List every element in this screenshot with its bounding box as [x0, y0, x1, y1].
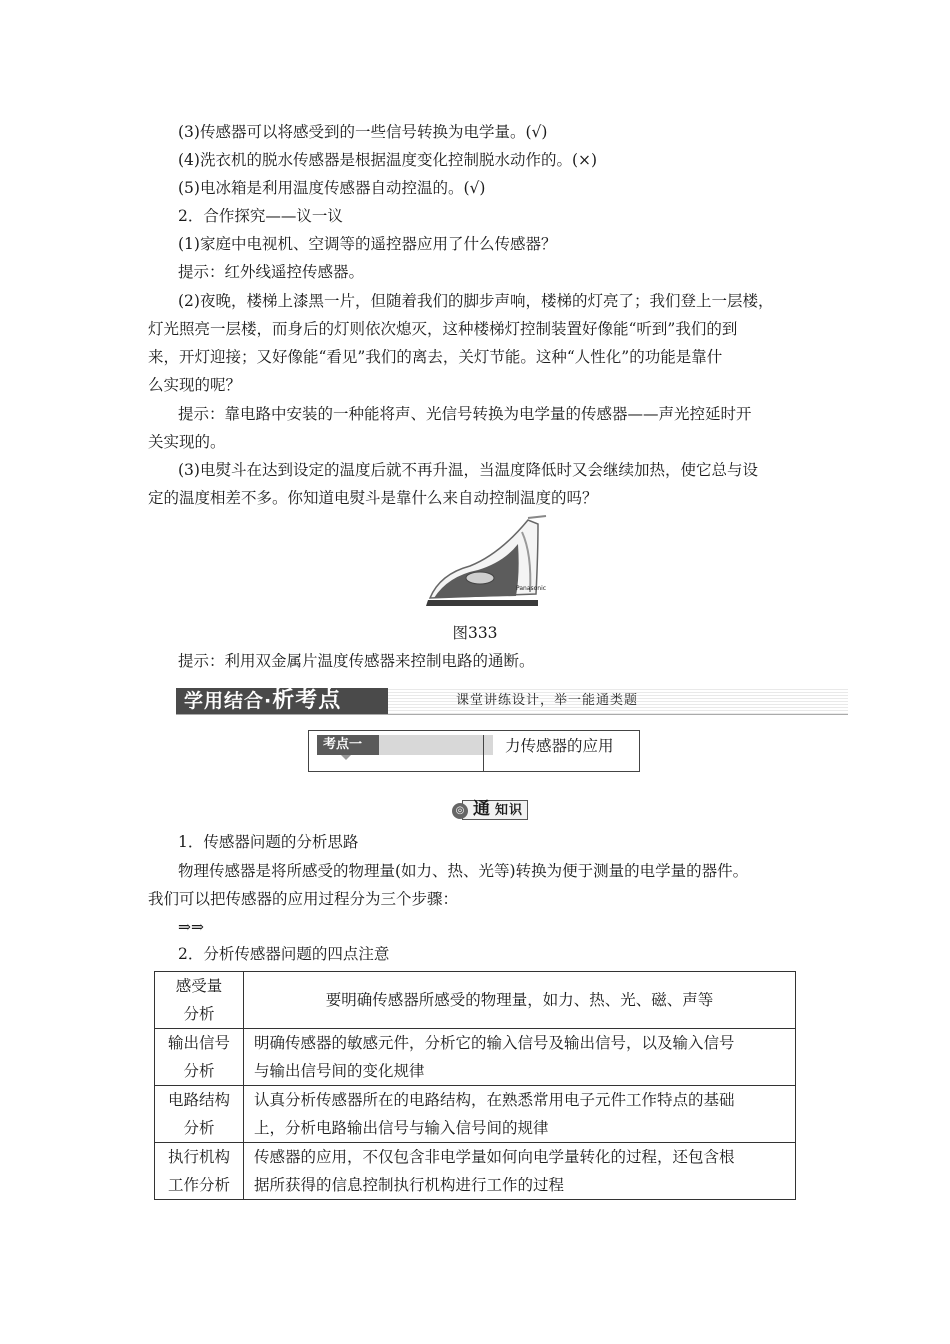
knowledge-heading-1: 1．传感器问题的分析思路 — [178, 833, 359, 851]
table-row-body — [244, 972, 796, 1029]
table-row-body — [244, 1086, 796, 1143]
hint-2-line-1: 提示：靠电路中安装的一种能将声、光信号转换为电学量的传感器——声光控延时开 — [178, 405, 752, 423]
row-head-line: 输出信号 — [167, 1034, 230, 1052]
row-head-line: 执行机构 — [167, 1148, 230, 1166]
notes-table — [154, 971, 796, 1200]
tag-pointer-icon — [341, 755, 351, 760]
row-body-line: 明确传感器的敏感元件，分析它的输入信号及输出信号，以及输入信号 — [254, 1034, 735, 1052]
table-row — [155, 1086, 796, 1143]
question-2-line-4: 么实现的呢？ — [148, 376, 242, 394]
iron-image — [420, 514, 550, 614]
table-row-head — [155, 1143, 244, 1200]
banner-subtitle: 课堂讲练设计，举一能通类题 — [456, 693, 639, 708]
question-2-line-2: 灯光照亮一层楼，而身后的灯则依次熄灭，这种楼梯灯控制装置好像能“听到”我们的到 — [148, 320, 738, 338]
knowledge-badge — [452, 800, 530, 822]
answer-line-5: (5)电冰箱是利用温度传感器自动控温的。(√) — [178, 179, 486, 197]
table-row-head — [155, 1029, 244, 1086]
exam-point-box — [308, 730, 640, 772]
exam-point-title: 力传感器的应用 — [505, 737, 614, 755]
section-heading: 2．合作探究——议一议 — [178, 207, 343, 225]
table-row-body — [244, 1029, 796, 1086]
exam-point-divider — [483, 735, 484, 771]
banner-title-a: 学用结合· — [184, 690, 273, 712]
knowledge-badge-frame — [462, 800, 528, 820]
row-head-line: 感受量 — [175, 977, 223, 995]
knowledge-badge-small: 知识 — [495, 803, 524, 818]
figure-caption: 图333 — [452, 624, 498, 642]
table-row-body — [244, 1143, 796, 1200]
table-row-head — [155, 1086, 244, 1143]
row-head-line: 分析 — [183, 1062, 215, 1080]
hint-3: 提示：利用双金属片温度传感器来控制电路的通断。 — [178, 652, 535, 670]
hint-2-line-2: 关实现的。 — [148, 433, 226, 451]
exam-point-tag: 考点一 — [317, 735, 493, 755]
row-head-line: 工作分析 — [167, 1176, 230, 1194]
iron-figure — [420, 514, 550, 614]
knowledge-para-line-2: 我们可以把传感器的应用过程分为三个步骤： — [148, 890, 459, 908]
badge-dot-icon: ◎ — [452, 803, 468, 819]
banner-title-b: 析考点 — [272, 688, 342, 713]
question-3-line-2: 定的温度相差不多。你知道电熨斗是靠什么来自动控制温度的吗？ — [148, 489, 598, 507]
table-row-head — [155, 972, 244, 1029]
row-body-line: 与输出信号间的变化规律 — [254, 1062, 425, 1080]
question-1: (1)家庭中电视机、空调等的遥控器应用了什么传感器？ — [178, 235, 557, 253]
question-3-line-1: (3)电熨斗在达到设定的温度后就不再升温，当温度降低时又会继续加热，使它总与设 — [178, 461, 758, 479]
row-body-line: 传感器的应用，不仅包含非电学量如何向电学量转化的过程，还包含根 — [254, 1148, 735, 1166]
row-head-line: 分析 — [183, 1119, 215, 1137]
question-2-line-1: (2)夜晚，楼梯上漆黑一片，但随着我们的脚步声响，楼梯的灯亮了；我们登上一层楼， — [178, 292, 774, 310]
row-head-line: 分析 — [183, 1005, 215, 1023]
knowledge-heading-2: 2．分析传感器问题的四点注意 — [178, 945, 390, 963]
answer-line-4: (4)洗衣机的脱水传感器是根据温度变化控制脱水动作的。(×) — [178, 151, 598, 169]
banner-title — [176, 688, 388, 714]
question-2-line-3: 来，开灯迎接；又好像能“看见”我们的离去，关灯节能。这种“人性化”的功能是靠什 — [148, 348, 723, 366]
section-banner — [176, 688, 848, 715]
table-row — [155, 1143, 796, 1200]
process-arrows: ⇒⇒ — [178, 918, 204, 936]
row-head-line: 电路结构 — [167, 1091, 230, 1109]
row-body-line: 上，分析电路输出信号与输入信号间的规律 — [254, 1119, 549, 1137]
knowledge-para-line-1: 物理传感器是将所感受的物理量(如力、热、光等)转换为便于测量的电学量的器件。 — [178, 862, 749, 880]
row-body-line: 据所获得的信息控制执行机构进行工作的过程 — [254, 1176, 565, 1194]
table-row — [155, 972, 796, 1029]
row-body-line: 认真分析传感器所在的电路结构，在熟悉常用电子元件工作特点的基础 — [254, 1091, 735, 1109]
knowledge-badge-big: 通 — [473, 799, 490, 819]
hint-1: 提示：红外线遥控传感器。 — [178, 263, 365, 281]
table-row — [155, 1029, 796, 1086]
iron-brand-label: Panasonic — [516, 585, 547, 592]
row-body-line: 要明确传感器所感受的物理量，如力、热、光、磁、声等 — [325, 991, 714, 1009]
answer-line-3: (3)传感器可以将感受到的一些信号转换为电学量。(√) — [178, 123, 548, 141]
